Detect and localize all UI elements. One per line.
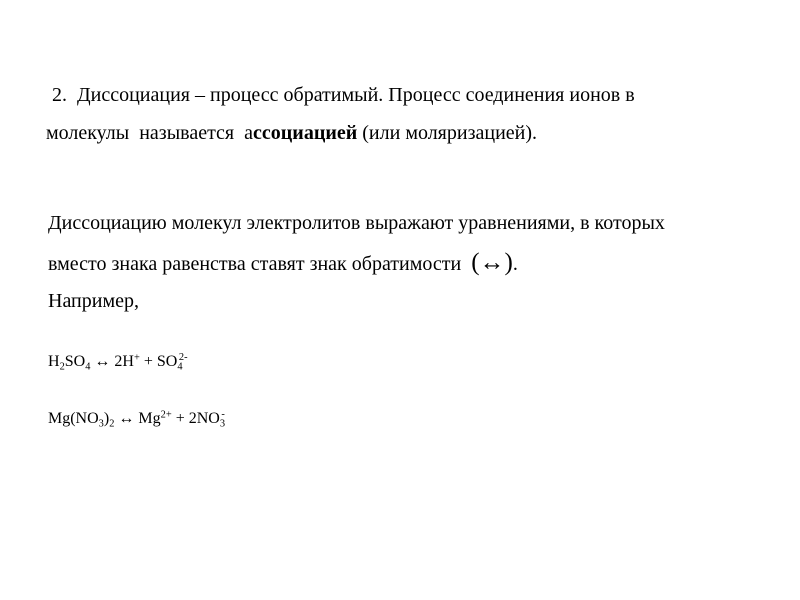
- formula-2-close: ): [103, 410, 110, 427]
- paragraph-1-line-1: [52, 83, 635, 107]
- paragraph-2-text: Диссоциацию молекул электролитов выражают уравнениями, в которых: [48, 212, 665, 234]
- formula-1-h: H: [48, 353, 60, 370]
- paragraph-2-line-2: [48, 251, 518, 276]
- paragraph-1-text-after: (или моляризацией).: [357, 122, 538, 144]
- paragraph-2-line-1: [48, 211, 665, 235]
- formula-magnesium-nitrate: [48, 409, 225, 429]
- formula-1-so-sub: 4: [85, 361, 91, 373]
- paragraph-1-text-before: молекулы называется а: [46, 122, 254, 144]
- formula-2-arrow-mg: ↔ Mg: [114, 410, 161, 427]
- formula-2-no3-sub: 3: [219, 418, 226, 430]
- formula-2-no-sub: 3: [98, 418, 104, 430]
- formula-1-so4-sub: 4: [177, 361, 183, 373]
- formula-1-so: SO: [64, 353, 86, 370]
- formula-2-plus-no: + 2NO: [171, 410, 220, 427]
- formula-1-so4-charge: 2-: [178, 352, 188, 364]
- formula-2-mg-no: Mg(NO: [48, 410, 99, 427]
- formula-2-close-sub: 2: [109, 418, 115, 430]
- reversibility-symbol: (↔): [471, 249, 513, 276]
- formula-1-h-charge: +: [133, 352, 140, 364]
- paragraph-2-text-before: вместо знака равенства ставят знак обратимости: [48, 253, 472, 275]
- example-label: Например,: [48, 290, 139, 312]
- paragraph-1-line-2: [46, 121, 537, 145]
- formula-2-no3-charge: -: [221, 409, 225, 421]
- paragraph-1-text: Диссоциация – процесс обратимый. Процесс соединения ионов в: [77, 84, 635, 106]
- association-term: ссоциацией: [253, 122, 358, 144]
- formula-1-middle: ↔ 2H: [90, 353, 134, 370]
- formula-1-h-sub: 2: [59, 361, 65, 373]
- formula-1-plus-so: + SO: [139, 353, 178, 370]
- formula-sulfuric-acid: [48, 352, 188, 372]
- paragraph-2-period: .: [512, 253, 518, 275]
- paragraph-2-line-3: [48, 289, 139, 313]
- formula-2-mg-charge: 2+: [160, 409, 172, 421]
- list-number: 2.: [52, 84, 67, 106]
